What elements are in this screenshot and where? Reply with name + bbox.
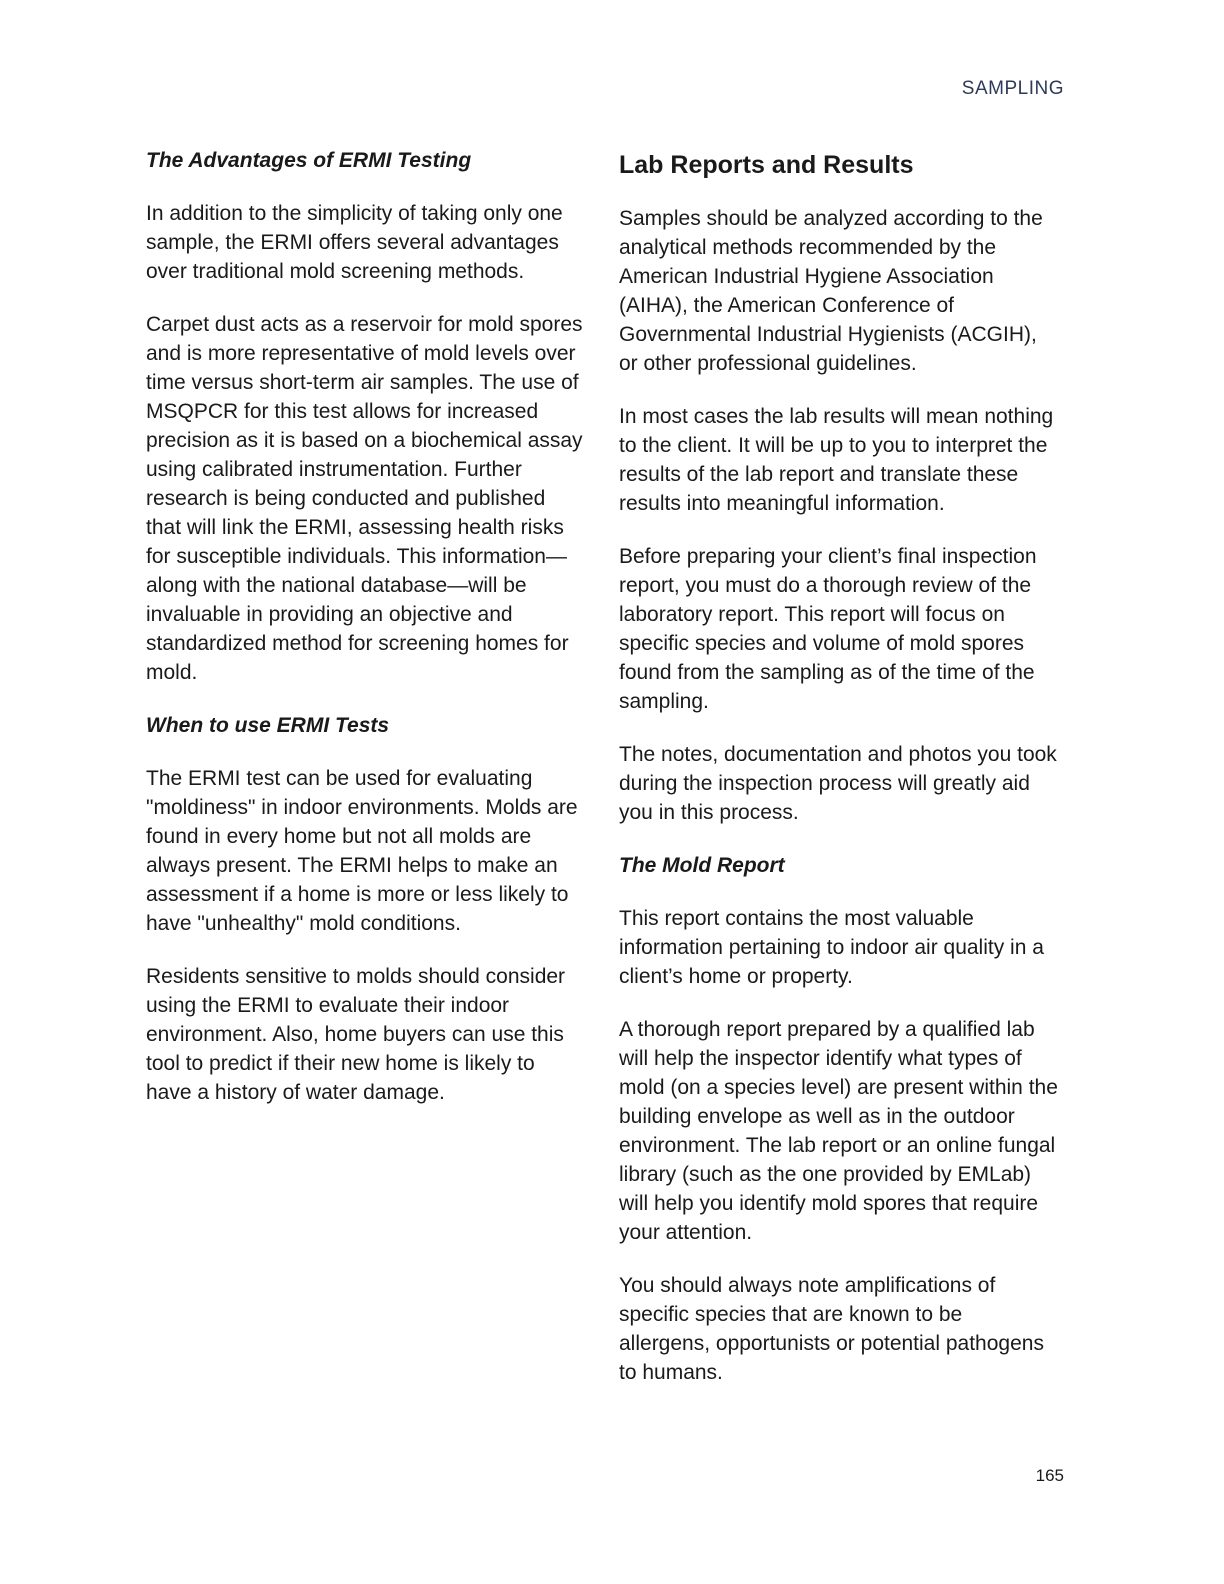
paragraph: The ERMI test can be used for evaluating "moldiness" in indoor environments. Molds are found in every home but not all molds are always present. The ERMI helps to make an assessment if a home is more or less likely to have "unhealthy" mold conditions.: [146, 767, 578, 935]
heading-when-to-use: When to use ERMI Tests: [146, 714, 390, 737]
heading-advantages: The Advantages of ERMI Testing: [146, 149, 472, 172]
paragraph: Samples should be analyzed according to the analytical methods recommended by the American Industrial Hygiene Association (AIHA), the American Conference of Governmental Industrial Hygienists (ACGIH), or other professional guidelines.: [619, 207, 1043, 375]
heading-mold-report: The Mold Report: [619, 854, 785, 877]
paragraph: In most cases the lab results will mean nothing to the client. It will be up to you to interpret the results of the lab report and translate these results into meaningful information.: [619, 405, 1054, 515]
paragraph: In addition to the simplicity of taking only one sample, the ERMI offers several advantages over traditional mold screening methods.: [146, 202, 563, 283]
paragraph: You should always note amplifications of specific species that are known to be allergens, opportunists or potential pathogens to humans.: [619, 1274, 1044, 1384]
page-number: 165: [1035, 1466, 1064, 1485]
right-column: [619, 146, 1059, 1411]
paragraph: Carpet dust acts as a reservoir for mold spores and is more representative of mold levels over time versus short-term air samples. The use of MSQPCR for this test allows for increased precision as it is based on a biochemical assay using calibrated instrumentation. Further research is being conducted and published that will link the ERMI, assessing health risks for susceptible individuals. This information—along with the national database—will be invaluable in providing an objective and standardized method for screening homes for mold.: [146, 313, 583, 684]
paragraph: Residents sensitive to molds should consider using the ERMI to evaluate their indoor environment. Also, home buyers can use this tool to predict if their new home is likely to have a history of water damage.: [146, 965, 566, 1104]
section-title: Lab Reports and Results: [619, 151, 914, 179]
paragraph: The notes, documentation and photos you took during the inspection process will greatly aid you in this process.: [619, 743, 1057, 824]
left-column: [146, 146, 586, 1131]
running-header: SAMPLING: [961, 78, 1064, 99]
paragraph: This report contains the most valuable information pertaining to indoor air quality in a client’s home or property.: [619, 907, 1044, 988]
paragraph: Before preparing your client’s final inspection report, you must do a thorough review of the laboratory report. This report will focus on specific species and volume of mold spores found from the sampling as of the time of the sampling.: [619, 545, 1037, 713]
paragraph: A thorough report prepared by a qualified lab will help the inspector identify what types of mold (on a species level) are present within the building envelope as well as in the outdoor environment. The lab report or an online fungal library (such as the one provided by EMLab) will help you identify mold spores that require your attention.: [619, 1018, 1058, 1244]
